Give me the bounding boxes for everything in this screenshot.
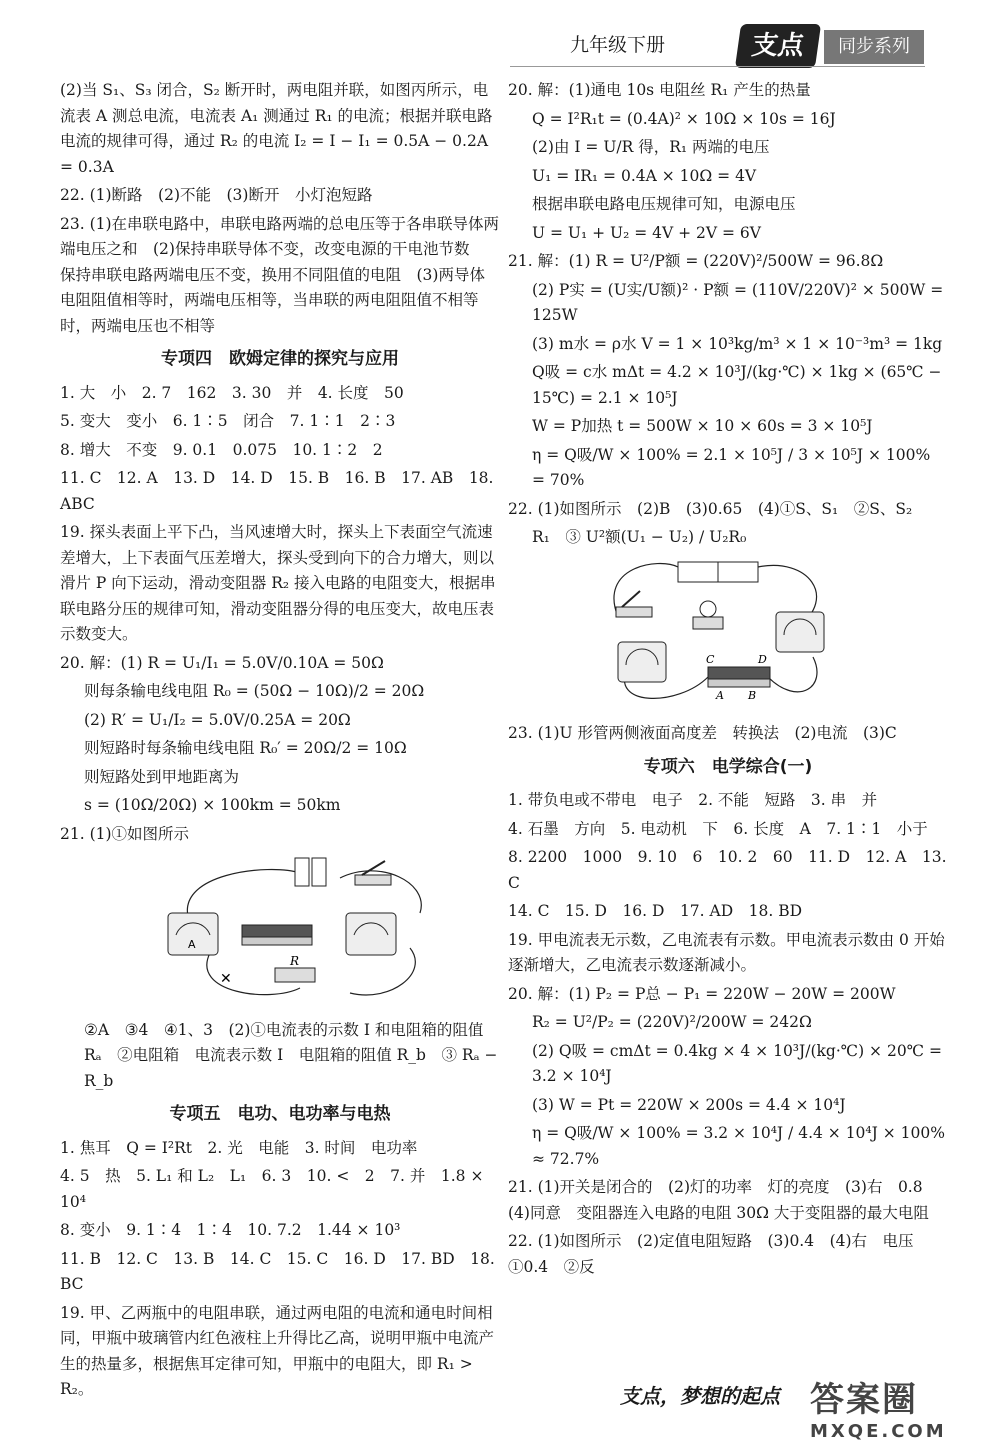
answer-line: Q吸 = c水 mΔt = 4.2 × 10³J/(kg·℃) × 1kg × (65℃ − 15℃) = 2.1 × 10⁵J (532, 363, 942, 407)
answer-line: 19. 甲电流表无示数，乙电流表有示数。甲电流表示数由 0 开始逐渐增大，乙电流表示数逐渐减小。 (508, 930, 945, 974)
figure (508, 557, 948, 716)
answer-line: s = (10Ω/20Ω) × 100km = 50km (84, 796, 341, 814)
answer-line: (3) m水 = ρ水 V = 1 × 10³kg/m³ × 1 × 10⁻³m³ = 1kg (532, 334, 943, 353)
bulb-icon (700, 601, 716, 617)
answer-line: 11. B 12. C 13. B 14. C 15. C 16. D 17. BD 18. BC (60, 1249, 495, 1293)
terminal-b-label: B (748, 688, 757, 702)
answer-line: R₁ ③ U²额(U₁ − U₂) / U₂R₀ (532, 528, 747, 546)
section-heading: 专项六 电学综合(一) (643, 756, 813, 777)
cross-mark-icon: ✕ (220, 971, 232, 987)
terminal-d-label: D (758, 652, 767, 666)
answer-line: 23. (1)在串联电路中，串联电路两端的总电压等于各串联导体两端电压之和 (2)保持串联导体不变，改变电源的干电池节数 保持串联电路两端电压不变，换用不同阻值的电阻 (3)两导体电阻阻值相等时，两端电压相等，当串联的两电阻阻值不相等时，两端电压也不相等 (60, 214, 500, 335)
answer-line: 1. 焦耳 Q = I²Rt 2. 光 电能 3. 时间 电功率 (60, 1138, 418, 1157)
answer-line: U₁ = IR₁ = 0.4A × 10Ω = 4V (532, 166, 757, 185)
answer-line: (2)当 S₁、S₃ 闭合，S₂ 断开时，两电阻并联，如图丙所示，电流表 A 测总电流，电流表 A₁ 测通过 R₁ 的电流；根据并联电路电流的规律可得，通过 R₂ 的电流 I₂ = I − I₁ = 0.5A − 0.2A = 0.3A (60, 81, 493, 176)
answer-line: 则每条输电线电阻 R₀ = (50Ω − 10Ω)/2 = 20Ω (84, 682, 425, 700)
watermark (810, 1372, 985, 1442)
answer-line: 4. 5 热 5. L₁ 和 L₂ L₁ 6. 3 10. < 2 7. 并 1.8 × 10⁴ (60, 1167, 484, 1211)
section-heading: 专项四 欧姆定律的探究与应用 (161, 349, 399, 369)
switch-icon (616, 607, 652, 617)
answer-line: 1. 带负电或不带电 电子 2. 不能 短路 3. 串 并 (508, 791, 878, 809)
answer-line: (2) P实 = (U实/U额)² · P额 = (110V/220V)² × 500W = 125W (532, 280, 944, 324)
answer-line: Q = I²R₁t = (0.4A)² × 10Ω × 10s = 16J (532, 109, 836, 128)
watermark-title: 答案圈 (810, 1380, 918, 1420)
rheostat-icon (708, 667, 770, 679)
bulb-base-icon (693, 617, 723, 629)
footer-slogan: 支点，梦想的起点 (620, 1384, 780, 1408)
answer-line: 23. (1)U 形管两侧液面高度差 转换法 (2)电流 (3)C (508, 724, 897, 742)
battery-icon (295, 858, 309, 886)
voltmeter-icon (776, 612, 824, 652)
answer-line: 21. (1)开关是闭合的 (2)灯的功率 灯的亮度 (3)右 0.8 (4)同意 变阻器连入电路的电阻 30Ω 大于变阻器的最大电阻 (508, 1178, 939, 1222)
ammeter-icon (618, 642, 666, 682)
answer-line: R₂ = U²/P₂ = (220V)²/200W = 242Ω (532, 1013, 812, 1031)
page-header (510, 28, 925, 66)
answer-line: 5. 变大 变小 6. 1∶5 闭合 7. 1∶1 2∶3 (60, 412, 396, 430)
answer-line: (2) Q吸 = cmΔt = 0.4kg × 4 × 10³J/(kg·℃) × 20℃ = 3.2 × 10⁴J (532, 1041, 942, 1085)
grade-title: 九年级下册 (570, 34, 666, 56)
voltmeter-icon (346, 913, 396, 955)
watermark-url: MXQE.COM (810, 1421, 947, 1442)
answer-line: 4. 石墨 方向 5. 电动机 下 6. 长度 A 7. 1∶1 小于 (508, 819, 928, 838)
answer-line: 20. 解：(1) R = U₁/I₁ = 5.0V/0.10A = 50Ω (60, 653, 384, 672)
answer-line: (3) W = Pt = 220W × 200s = 4.4 × 10⁴J (532, 1095, 846, 1114)
circuit-diagram-1 (150, 853, 450, 1003)
answer-line: 19. 探头表面上平下凸，当风速增大时，探头上下表面空气流速差增大，上下表面气压差增大，探头受到向下的合力增大，则以滑片 P 向下运动，滑动变阻器 R₂ 接入电路的电阻变大，根据串联电路分压的规律可知，滑动变阻器分得的电压变大，故电压表示数变大。 (60, 523, 496, 643)
answer-line: 8. 增大 不变 9. 0.1 0.075 10. 1∶2 2 (60, 440, 383, 459)
header-divider (510, 66, 925, 67)
resistor-icon (275, 968, 315, 982)
answer-line: 22. (1)如图所示 (2)B (3)0.65 (4)①S、S₁ ②S、S₂ (508, 499, 913, 518)
answer-line: W = P加热 t = 500W × 10 × 60s = 3 × 10⁵J (532, 417, 873, 435)
answer-line: 1. 大 小 2. 7 162 3. 30 并 4. 长度 50 (60, 383, 404, 402)
resistor-label: R (290, 954, 300, 968)
answer-line: 11. C 12. A 13. D 14. D 15. B 16. B 17. AB 18. ABC (60, 469, 494, 513)
answer-line: 8. 2200 1000 9. 10 6 10. 2 60 11. D 12. A 13. C (508, 848, 947, 892)
answer-line: 20. 解：(1)通电 10s 电阻丝 R₁ 产生的热量 (508, 81, 811, 99)
figure (60, 853, 500, 1012)
battery-icon (312, 858, 326, 886)
left-column (60, 78, 500, 1406)
answer-line: 则短路时每条输电线电阻 R₀′ = 20Ω/2 = 10Ω (84, 739, 407, 757)
answer-line: 19. 甲、乙两瓶中的电阻串联，通过两电阻的电流和通电时间相同，甲瓶中玻璃管内红色液柱上升得比乙高，说明甲瓶中电流产生的热量多，根据焦耳定律可知，甲瓶中的电阻大，即 R₁ > R₂。 (60, 1303, 495, 1398)
rheostat-icon (242, 925, 312, 937)
switch-icon (355, 875, 391, 885)
answer-line: 则短路处到甲地距离为 (84, 767, 240, 786)
answer-line: (2)由 I = U/R 得，R₁ 两端的电压 (532, 138, 770, 156)
answer-line: 根据串联电路电压规律可知，电源电压 (532, 195, 796, 213)
answer-line: η = Q吸/W × 100% = 3.2 × 10⁴J / 4.4 × 10⁴J × 100% ≈ 72.7% (532, 1124, 945, 1168)
ammeter-label: A (188, 938, 196, 951)
answer-line: 22. (1)断路 (2)不能 (3)断开 小灯泡短路 (60, 186, 373, 204)
answer-line: 20. 解：(1) P₂ = P总 − P₁ = 220W − 20W = 200W (508, 984, 896, 1003)
section-heading: 专项五 电功、电功率与电热 (169, 1104, 391, 1124)
terminal-c-label: C (706, 652, 715, 666)
circuit-diagram-2 (598, 557, 838, 707)
answer-line: η = Q吸/W × 100% = 2.1 × 10⁵J / 3 × 10⁵J × 100% = 70% (532, 445, 931, 489)
right-column (508, 78, 948, 1283)
brand-logo: 支点 (735, 24, 821, 68)
answer-line: (2) R′ = U₁/I₂ = 5.0V/0.25A = 20Ω (84, 710, 351, 729)
answer-line: 14. C 15. D 16. D 17. AD 18. BD (508, 902, 803, 920)
terminal-a-label: A (716, 688, 724, 702)
answer-line: 8. 变小 9. 1∶4 1∶4 10. 7.2 1.44 × 10³ (60, 1221, 401, 1239)
series-badge: 同步系列 (824, 30, 924, 64)
answer-line: 21. 解：(1) R = U²/P额 = (220V)²/500W = 96.8Ω (508, 252, 884, 270)
answer-line: ②A ③4 ④1、3 (2)①电流表的示数 I 和电阻箱的阻值 Rₐ ②电阻箱 电流表示数 I 电阻箱的阻值 R_b ③ Rₐ − R_b (84, 1020, 498, 1090)
answer-line: 21. (1)①如图所示 (60, 824, 190, 843)
answer-line: U = U₁ + U₂ = 4V + 2V = 6V (532, 223, 761, 242)
answer-line: 22. (1)如图所示 (2)定值电阻短路 (3)0.4 (4)右 电压 ①0.4 ②反 (508, 1232, 930, 1276)
